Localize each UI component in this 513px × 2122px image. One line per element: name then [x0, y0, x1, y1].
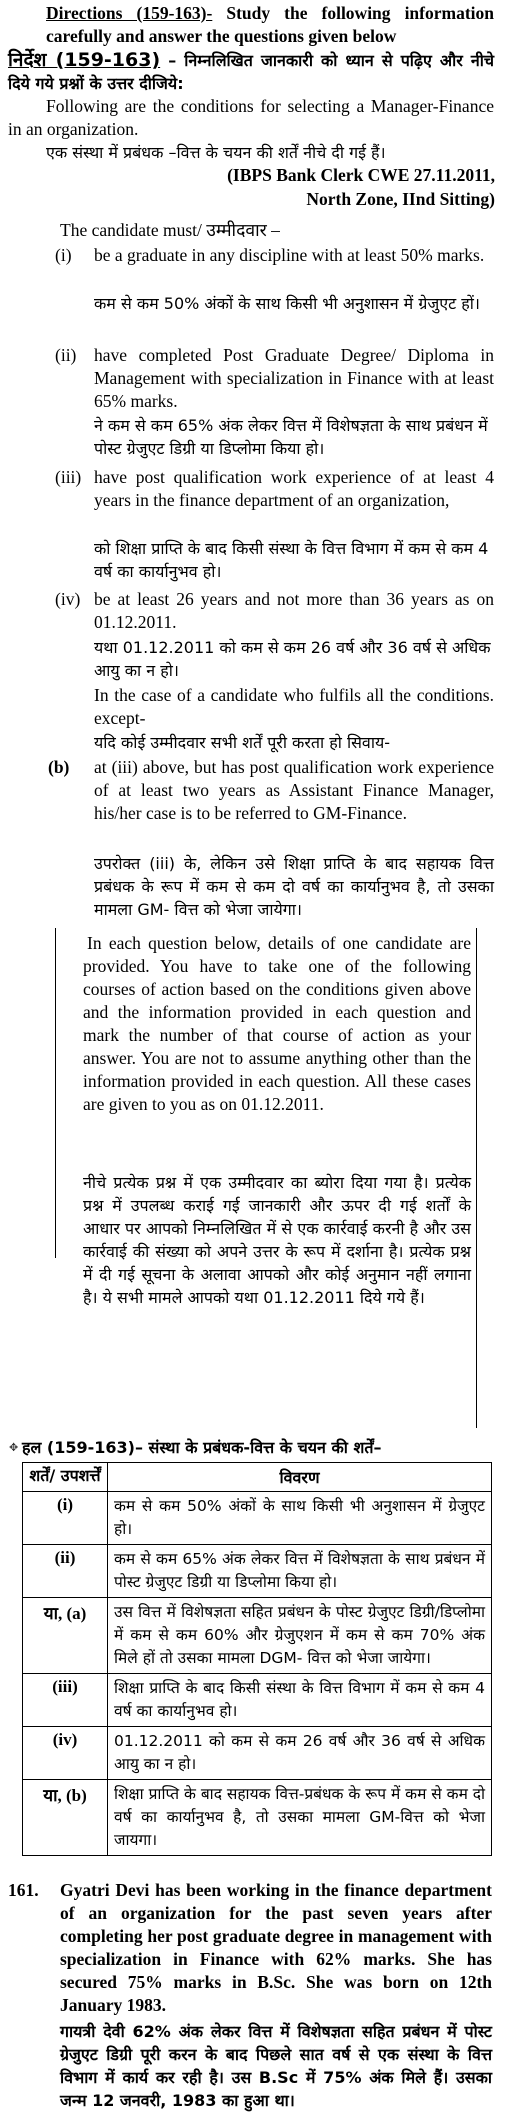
- row-text: कम से कम 50% अंकों के साथ किसी भी अनुशासन में ग्रेजुएट हो।: [108, 1492, 492, 1545]
- except-hindi: यदि कोई उम्मीदवार सभी शर्तें पूरी करता हो सिवाय-: [94, 733, 391, 752]
- condition-ii-hi: ने कम से कम 65% अंक लेकर वित्त में विशेषज्ञता के साथ प्रबंधन में पोस्ट ग्रेजुएट डिग्री या डिप्लोमा किया हो।: [94, 416, 488, 458]
- instruction-right-rule: [476, 928, 477, 1428]
- table-row: [23, 1674, 492, 1727]
- table-row: [23, 1545, 492, 1598]
- directions-label: Directions (159-163)-: [46, 3, 213, 23]
- solution-table: [22, 1462, 492, 1856]
- condition-i-en: be a graduate in any discipline with at least 50% marks.: [94, 245, 485, 265]
- condition-iv-en: be at least 26 years and not more than 36 years as on 01.12.2011.: [94, 589, 494, 632]
- hindi-directions-text: – निम्नलिखित जानकारी को ध्यान से पढ़िए और नीचे दिये गये प्रश्नों के उत्तर दीजिये:: [8, 51, 495, 93]
- condition-iii-num: (iii): [55, 467, 82, 487]
- row-key: या, (b): [23, 1780, 108, 1856]
- except-english: In the case of a candidate who fulfils all the conditions. except-: [94, 685, 494, 728]
- row-text: 01.12.2011 को कम से कम 26 वर्ष और 36 वर्ष से अधिक आयु का न हो।: [108, 1727, 492, 1780]
- row-text: शिक्षा प्राप्ति के बाद किसी संस्था के वित्त विभाग में कम से कम 4 वर्ष का कार्यानुभव हो।: [108, 1674, 492, 1727]
- directions-text: Study the following information carefully and answer the questions given below: [46, 3, 495, 46]
- row-text: उस वित्त में विशेषज्ञता सहित प्रबंधन के पोस्ट ग्रेजुएट डिग्री/डिप्लोमा में कम से कम 60% और ग्रेजुएशन में कम से कम 70% अंक मिले हों तो उसका मामला DGM- वित्त को भेजा जायेगा।: [108, 1598, 492, 1674]
- condition-ii-en: have completed Post Graduate Degree/ Diploma in Management with specialization in Finance with at least 65% marks.: [94, 345, 494, 411]
- condition-i-num: (i): [55, 245, 72, 265]
- condition-b-num: (b): [48, 757, 70, 777]
- instructions-hindi: नीचे प्रत्येक प्रश्न में एक उम्मीदवार का ब्योरा दिया गया है। प्रत्येक प्रश्न में उपलब्ध कराई गई जानकारी और ऊपर दी गई शर्तों के आधार पर आपको निम्नलिखित में से एक कार्रवाई करनी है और उस कार्रवाई की संख्या को अपने उत्तर के रूप में दर्शाना है। प्रत्येक प्रश्न में दी गई सूचना के अलावा आपको और कोई अनुमान नहीं लगाना है। ये सभी मामले आपको यथा 01.12.2011 दिये गये हैं।: [83, 1173, 471, 1307]
- row-text: शिक्षा प्राप्ति के बाद सहायक वित्त-प्रबंधक के रूप में कम से कम दो वर्ष का कार्यानुभव है, तो उसका मामला GM-वित्त को भेजा जायगा।: [108, 1780, 492, 1856]
- header-description: विवरण: [108, 1463, 492, 1492]
- instruction-left-rule: [55, 928, 56, 1258]
- condition-ii-num: (ii): [55, 345, 77, 365]
- source-line-2: North Zone, IInd Sitting): [306, 189, 495, 209]
- table-row: [23, 1598, 492, 1674]
- intro-hindi: एक संस्था में प्रबंधक –वित्त के चयन की शर्तें नीचे दी गई हैं।: [46, 143, 386, 162]
- question-hindi: गायत्री देवी 62% अंक लेकर वित्त में विशेषज्ञता सहित प्रबंधन में पोस्ट ग्रेजुएट डिग्री पूरी करन के बाद पिछले सात वर्ष से एक संस्था के वित्त विभाग में कार्य कर रही है। उस B.Sc में 75% अंक मिले हैं। उसका जन्म 12 जनवरी, 1983 का हुआ था।: [60, 2022, 492, 2110]
- condition-b-hi: उपरोक्त (iii) के, लेकिन उसे शिक्षा प्राप्ति के बाद सहायक वित्त प्रबंधक के रूप में कम से कम दो वर्ष का कार्यानुभव है, तो उसका मामला GM- वित्त को भेजा जायेगा।: [94, 854, 494, 919]
- row-key: (ii): [23, 1545, 108, 1598]
- row-key: (iii): [23, 1674, 108, 1727]
- candidate-label: The candidate must/ उम्मीदवार –: [60, 220, 280, 240]
- condition-iv-hi: यथा 01.12.2011 को कम से कम 26 वर्ष और 36 वर्ष से अधिक आयु का न हो।: [94, 638, 491, 680]
- question-english: Gyatri Devi has been working in the finance department of an organization for the past seven years after completing her post graduate degree in management with specialization in Finance with 62% marks. She has secured 75% marks in B.Sc. She was born on 12th January 1983.: [60, 1880, 492, 2015]
- condition-b-en: at (iii) above, but has post qualification work experience of at least two years as Assistant Finance Manager, his/her case is to be referred to GM-Finance.: [94, 757, 494, 823]
- hindi-directions: [8, 49, 494, 95]
- table-header-row: [23, 1463, 492, 1492]
- condition-iv-num: (iv): [55, 589, 81, 609]
- solution-title: हल (159-163)– संस्था के प्रबंधक-वित्त के चयन की शर्तें–: [22, 1438, 382, 1457]
- header-conditions: शर्तें/ उपशर्त्तें: [23, 1463, 108, 1492]
- row-key: (i): [23, 1492, 108, 1545]
- table-row: [23, 1492, 492, 1545]
- source-line-1: (IBPS Bank Clerk CWE 27.11.2011,: [227, 165, 495, 185]
- condition-iii-en: have post qualification work experience of at least 4 years in the finance department of an organization,: [94, 467, 494, 510]
- row-text: कम से कम 65% अंक लेकर वित्त में विशेषज्ञता के साथ प्रबंधन में पोस्ट ग्रेजुएट डिग्री या डिप्लोमा किया हो।: [108, 1545, 492, 1598]
- instructions-english: In each question below, details of one candidate are provided. You have to take one of the following courses of action based on the conditions given above and the information provided in each question and mark the number of that course of action as your answer. You are not to assume anything other than the information provided in each question. All these cases are given to you as on 01.12.2011.: [83, 933, 471, 1114]
- intro-english: Following are the conditions for selecting a Manager-Finance in an organization.: [8, 96, 494, 139]
- hindi-directions-label: निर्देश (159-163): [8, 49, 161, 71]
- table-row: [23, 1727, 492, 1780]
- condition-iii-hi: को शिक्षा प्राप्ति के बाद किसी संस्था के वित्त विभाग में कम से कम 4 वर्ष का कार्यानुभव हो।: [94, 539, 489, 581]
- directions-paragraph: [46, 2, 494, 48]
- table-row: [23, 1780, 492, 1856]
- table-anchor-icon: ✥: [9, 1441, 19, 1454]
- question-number: 161.: [8, 1880, 39, 1900]
- condition-i-hi: कम से कम 50% अंकों के साथ किसी भी अनुशासन में ग्रेजुएट हों।: [94, 294, 480, 313]
- row-key: (iv): [23, 1727, 108, 1780]
- row-key: या, (a): [23, 1598, 108, 1674]
